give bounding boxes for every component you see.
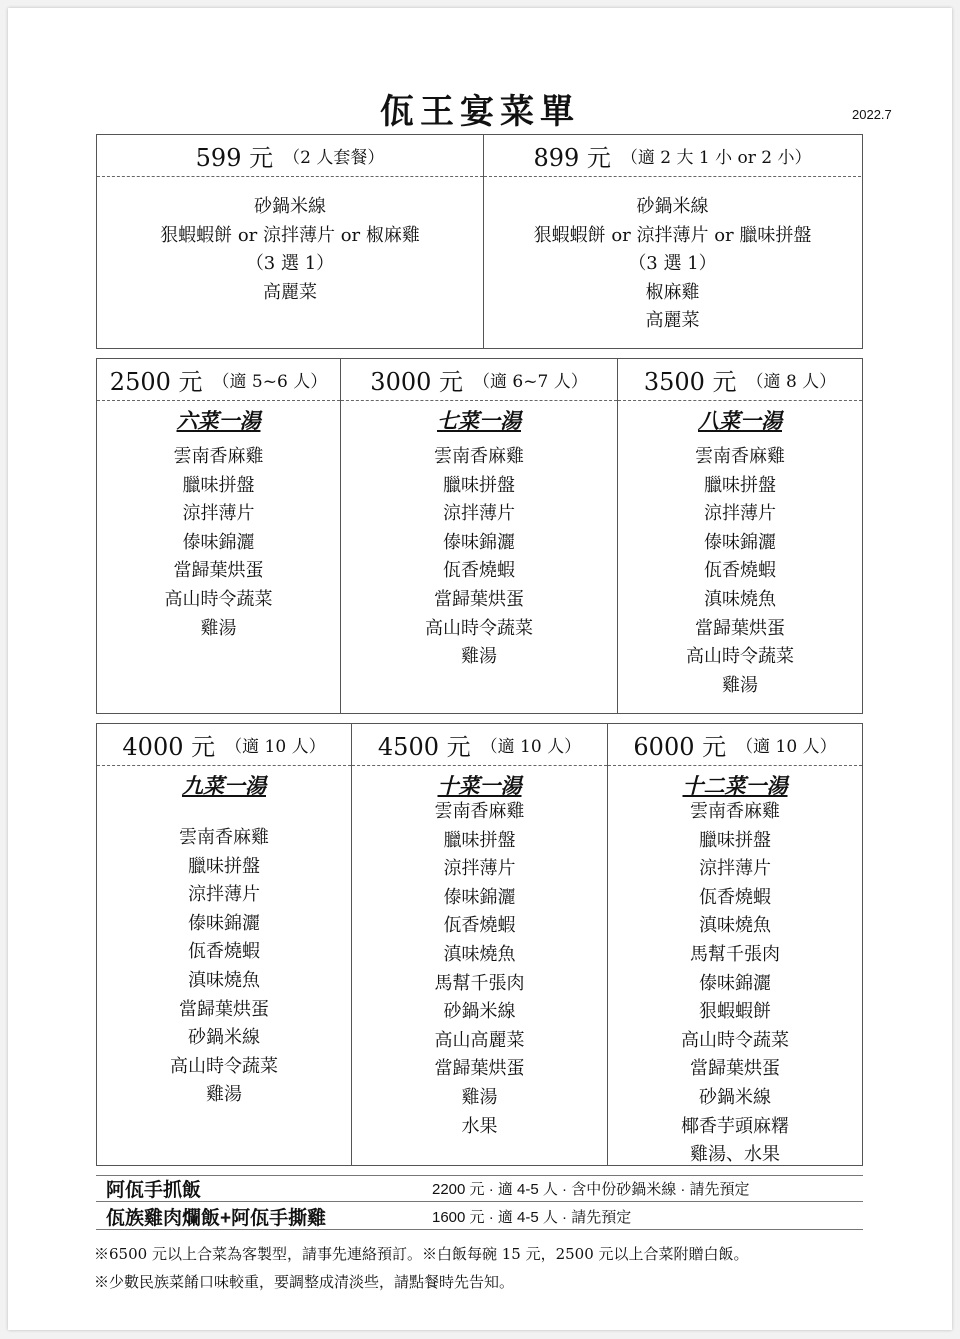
dish-item: 高山時令蔬菜	[164, 588, 273, 610]
set-note: （適 10 人）	[480, 737, 582, 757]
dish-item: 砂鍋米線	[254, 196, 326, 217]
menu-date: 2022.7	[852, 107, 892, 122]
dish-item: 涼拌薄片	[188, 884, 260, 906]
set-subtitle: 六菜一湯	[176, 408, 261, 433]
set-header	[97, 359, 340, 401]
set-header	[608, 724, 862, 766]
set-column	[618, 359, 862, 713]
set-note: （適 6~7 人）	[473, 372, 588, 392]
dish-item: 狠蝦蝦餅	[699, 1001, 771, 1023]
dish-list	[484, 177, 861, 336]
dish-item: 滇味燒魚	[704, 588, 776, 610]
set-subtitle: 八菜一湯	[698, 408, 782, 433]
dish-item: 涼拌薄片	[443, 503, 515, 525]
dish-item: 當歸葉烘蛋	[434, 588, 524, 610]
dish-item: 涼拌薄片	[699, 858, 771, 880]
dish-list	[97, 798, 351, 1110]
set-note: （適 5~6 人）	[212, 372, 328, 392]
dish-item: 臘味拼盤	[704, 474, 776, 496]
set-price: 3000 元	[370, 368, 464, 396]
dish-item: 高山時令蔬菜	[425, 617, 533, 639]
dish-item: 馬幫千張肉	[690, 943, 780, 965]
dish-item: 佤香燒蝦	[699, 886, 771, 908]
dish-item: 高麗菜	[263, 281, 317, 303]
dish-list	[608, 798, 862, 1170]
dish-item: 臘味拼盤	[443, 829, 516, 851]
dish-list	[618, 433, 862, 700]
set-note: （2 人套餐）	[283, 148, 385, 168]
set-column	[97, 135, 484, 348]
dish-item: 佤香燒蝦	[443, 915, 516, 937]
extra-desc: 2200 元 · 適 4-5 人 · 含中份砂鍋米線 · 請先預定	[432, 1181, 750, 1198]
dish-item: 雞湯	[722, 674, 758, 696]
set-price: 899 元	[533, 144, 611, 172]
dish-list	[97, 177, 483, 307]
dish-item: 雲南香麻雞	[695, 446, 785, 467]
dish-item: 當歸葉烘蛋	[695, 617, 785, 639]
medium-set-table	[96, 358, 863, 714]
dish-list	[97, 433, 340, 643]
dish-item: 當歸葉烘蛋	[434, 1058, 525, 1080]
dish-item: 傣味錦灑	[704, 531, 776, 553]
large-set-table	[96, 723, 863, 1166]
set-price: 2500 元	[109, 368, 203, 396]
dish-item: 滇味燒魚	[188, 969, 260, 991]
set-header	[618, 359, 862, 401]
set-column	[608, 724, 862, 1165]
set-subtitle: 十二菜一湯	[682, 773, 788, 798]
set-note: （適 8 人）	[746, 372, 837, 392]
dish-item: 高山時令蔬菜	[170, 1055, 278, 1077]
dish-item: 當歸葉烘蛋	[173, 560, 264, 582]
set-column	[97, 724, 352, 1165]
set-price: 4000 元	[122, 733, 216, 761]
dish-item: 雲南香麻雞	[690, 801, 780, 822]
dish-item: 傣味錦灑	[188, 912, 260, 934]
footnote: ※少數民族菜餚口味較重，要調整成清淡些，請點餐時先告知。	[94, 1273, 515, 1291]
dish-item: 雲南香麻雞	[434, 446, 524, 467]
dish-item: 高山時令蔬菜	[681, 1029, 789, 1051]
small-set-table	[96, 134, 863, 349]
dish-item: 雲南香麻雞	[173, 446, 264, 467]
extra-name: 佤族雞肉爛飯+阿佤手撕雞	[106, 1207, 327, 1229]
dish-item: 狠蝦蝦餅 or 涼拌薄片 or 椒麻雞	[160, 224, 420, 246]
dish-item: 佤香燒蝦	[188, 941, 260, 963]
dish-item: 椰香芋頭麻糬	[681, 1115, 789, 1137]
dish-item: 傣味錦灑	[182, 531, 255, 553]
set-column	[97, 359, 341, 713]
set-subtitle: 七菜一湯	[437, 408, 521, 433]
set-note: （適 2 大 1 小 or 2 小）	[620, 148, 812, 168]
page-title: 佤王宴菜單	[380, 92, 580, 132]
set-price: 3500 元	[643, 368, 737, 396]
dish-item: 當歸葉烘蛋	[179, 998, 269, 1020]
dish-item: 涼拌薄片	[704, 503, 776, 525]
set-price: 599 元	[195, 144, 274, 172]
set-header	[352, 724, 607, 766]
set-header	[97, 135, 483, 177]
dish-item: 滇味燒魚	[699, 915, 771, 937]
dish-item: 當歸葉烘蛋	[690, 1058, 780, 1080]
dish-item: （3 選 1）	[245, 253, 335, 275]
dish-item: 水果	[461, 1115, 498, 1137]
set-header	[341, 359, 617, 401]
dish-item: 佤香燒蝦	[443, 560, 515, 582]
dish-item: 雞湯	[461, 646, 497, 668]
dish-item: 涼拌薄片	[182, 503, 255, 525]
set-price: 4500 元	[377, 733, 471, 761]
dish-item: 高山高麗菜	[434, 1029, 525, 1051]
set-note: （適 10 人）	[736, 737, 837, 757]
dish-item: 傣味錦灑	[443, 531, 515, 553]
dish-item: 雞湯	[206, 1084, 242, 1106]
dish-item: 涼拌薄片	[443, 858, 516, 880]
extra-desc: 1600 元 · 適 4-5 人 · 請先預定	[432, 1208, 632, 1226]
dish-list	[352, 798, 607, 1141]
set-column	[352, 724, 608, 1165]
dish-item: （3 選 1）	[628, 253, 717, 275]
set-subtitle: 九菜一湯	[182, 773, 266, 798]
footnote: ※6500 元以上合菜為客製型，請事先連絡預訂。※白飯每碗 15 元，2500 元以上合菜附贈白飯。	[94, 1245, 749, 1263]
dish-item: 馬幫千張肉	[434, 972, 525, 994]
dish-item: 佤香燒蝦	[704, 560, 776, 582]
dish-item: 椒麻雞	[645, 281, 700, 303]
dish-item: 高麗菜	[645, 310, 700, 332]
dish-item: 雞湯	[461, 1086, 498, 1108]
dish-item: 狠蝦蝦餅 or 涼拌薄片 or 臘味拼盤	[533, 224, 812, 246]
dish-item: 砂鍋米線	[443, 1001, 516, 1023]
dish-item: 臘味拼盤	[188, 855, 260, 877]
extra-name: 阿佤手抓飯	[106, 1180, 202, 1201]
set-note: （適 10 人）	[225, 737, 326, 757]
dish-item: 砂鍋米線	[188, 1027, 260, 1049]
dish-item: 臘味拼盤	[699, 829, 771, 851]
set-subtitle: 十菜一湯	[437, 773, 522, 798]
dish-list	[341, 433, 617, 672]
dish-item: 傣味錦灑	[699, 972, 771, 994]
dish-item: 雞湯	[200, 617, 237, 639]
set-header	[484, 135, 861, 177]
dish-item: 高山時令蔬菜	[686, 646, 794, 668]
dish-item: 滇味燒魚	[443, 943, 516, 965]
dish-item: 傣味錦灑	[443, 886, 516, 908]
dish-item: 雞湯、水果	[690, 1144, 780, 1166]
set-column	[484, 135, 861, 348]
dish-item: 臘味拼盤	[182, 474, 255, 496]
extra-item	[96, 1203, 863, 1230]
dish-item: 臘味拼盤	[443, 474, 515, 496]
dish-item: 砂鍋米線	[636, 196, 709, 217]
set-price: 6000 元	[633, 733, 727, 761]
dish-item: 雲南香麻雞	[434, 801, 525, 822]
set-column	[341, 359, 618, 713]
set-header	[97, 724, 351, 766]
dish-item: 雲南香麻雞	[179, 827, 269, 848]
dish-item: 砂鍋米線	[699, 1086, 771, 1108]
extra-item	[96, 1175, 863, 1202]
